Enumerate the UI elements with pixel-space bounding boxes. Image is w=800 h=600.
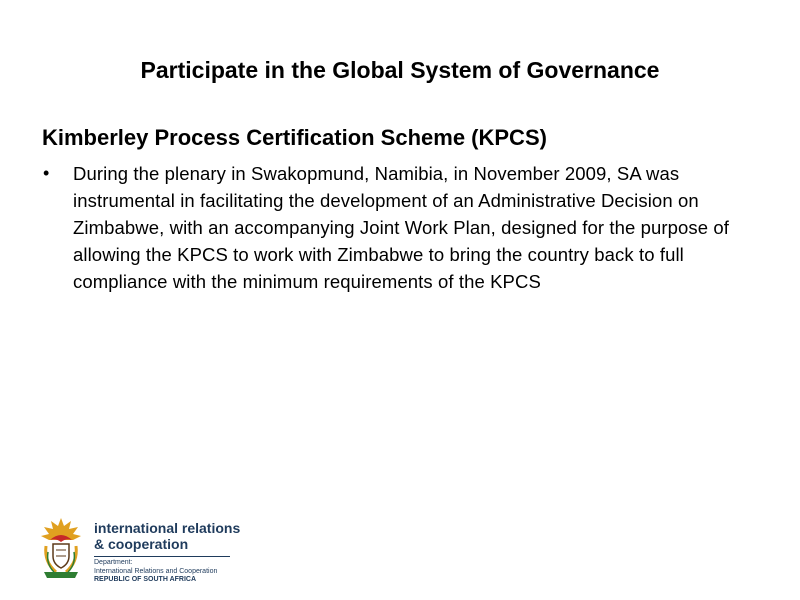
logo-text [94, 520, 241, 585]
logo-department-name: International Relations and Cooperation [94, 567, 218, 575]
bullet-list [42, 160, 742, 295]
bullet-item [42, 160, 742, 295]
bullet-text: During the plenary in Swakopmund, Namibia, in November 2009, SA was instrumental in facilitating the development of an Administrative Decision on Zimbabwe, with an accompanying Joint Work Plan, designed for the purpose of allowing the KPCS to work with Zimbabwe to bring the country back to full compliance with the minimum requirements of the KPCS [73, 163, 730, 292]
department-logo [38, 516, 241, 583]
section-heading: Kimberley Process Certification Scheme (KPCS) [42, 125, 547, 150]
slide-title: Participate in the Global System of Governance [140, 57, 660, 83]
logo-line-2: & cooperation [94, 536, 189, 552]
logo-department-label: Department: [94, 559, 133, 566]
coat-of-arms-icon [38, 516, 84, 580]
logo-divider [94, 556, 230, 557]
logo-line-1: international relations [94, 520, 241, 536]
bullet-icon: • [43, 163, 50, 183]
logo-country: REPUBLIC OF SOUTH AFRICA [94, 576, 197, 583]
